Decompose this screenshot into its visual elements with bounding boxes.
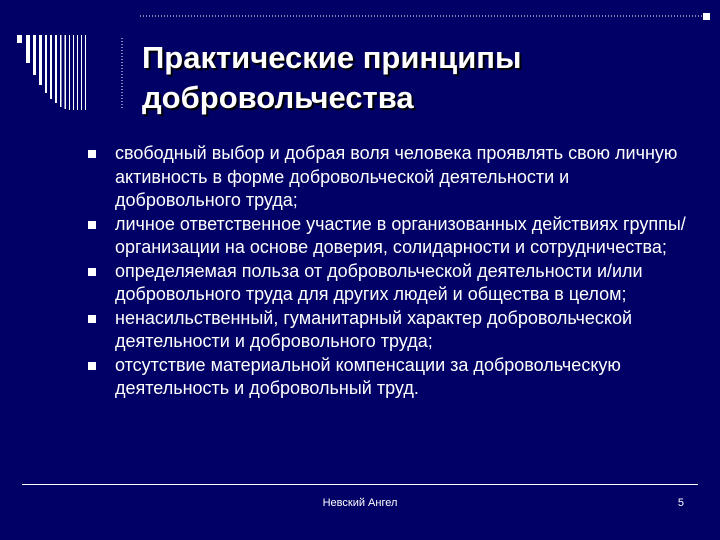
square-bullet-icon bbox=[88, 362, 96, 370]
bullet-text: отсутствие материальной компенсации за добровольческую деятельность и добровольный труд. bbox=[115, 354, 621, 398]
page-number: 5 bbox=[677, 497, 684, 509]
bullet-item bbox=[88, 354, 698, 401]
bullet-item bbox=[88, 307, 698, 354]
slide-title-line-1: Практические принципы bbox=[142, 40, 522, 75]
footer-author: Невский Ангел bbox=[322, 497, 398, 509]
square-bullet-icon bbox=[88, 268, 96, 276]
footer-divider bbox=[22, 484, 698, 485]
bullet-list bbox=[88, 142, 698, 401]
bullet-text: ненасильственный, гуманитарный характер добровольческой деятельности и добровольного труда; bbox=[115, 307, 633, 351]
bullet-text: определяемая польза от добровольческой деятельности и/или добровольного труда для других людей и общества в целом; bbox=[115, 260, 643, 304]
decorative-vertical-bars bbox=[0, 0, 140, 110]
bullet-item bbox=[88, 260, 698, 307]
bullet-text: личное ответственное участие в организованных действиях группы/организации на основе доверия, солидарности и сотрудничества; bbox=[115, 213, 686, 257]
square-bullet-icon bbox=[88, 221, 96, 229]
slide-title-line-2: добровольчества bbox=[142, 80, 414, 115]
bullet-item bbox=[88, 213, 698, 260]
slide-title bbox=[142, 38, 682, 118]
square-bullet-icon bbox=[88, 150, 96, 158]
bullet-item bbox=[88, 142, 698, 213]
bullet-text: свободный выбор и добрая воля человека проявлять свою личную активность в форме добровольческой деятельности и добровольного труда; bbox=[115, 143, 678, 210]
square-bullet-icon bbox=[88, 315, 96, 323]
